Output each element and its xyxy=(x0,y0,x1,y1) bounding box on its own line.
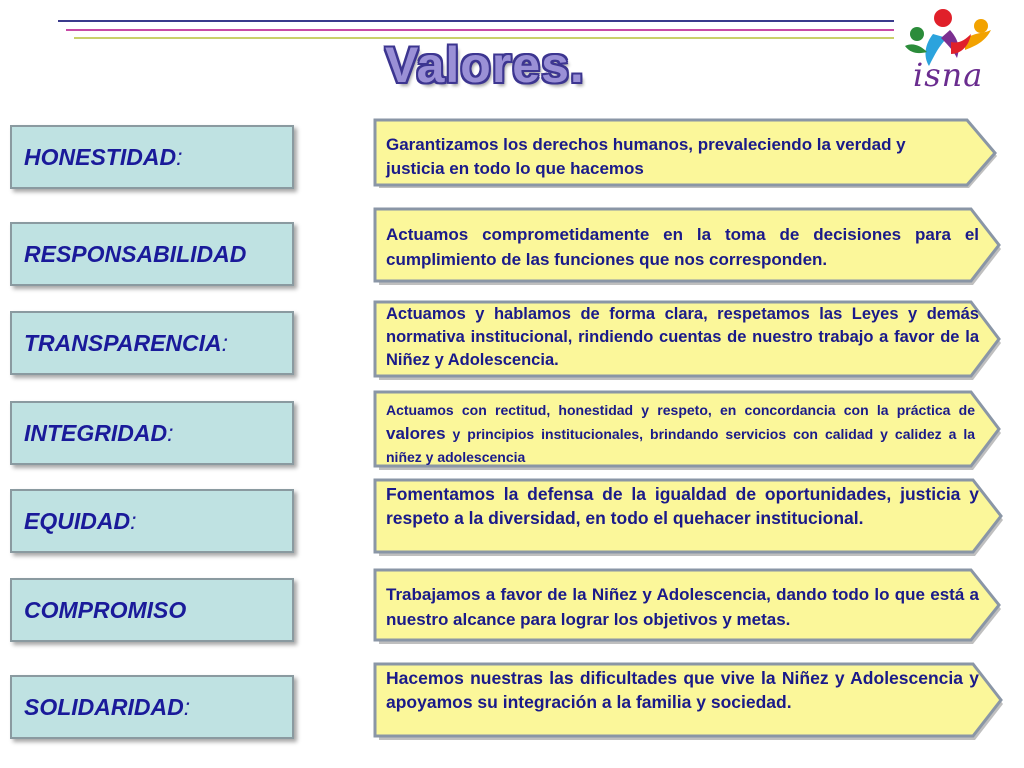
label-colon: : xyxy=(183,693,191,720)
page-title: Valores. xyxy=(385,37,585,93)
desc-equidad: Fomentamos la defensa de la igualdad de oportunidades, justicia y respeto a la diversidad, en todo el quehacer institucional. xyxy=(386,484,979,528)
desc-honestidad: Garantizamos los derechos humanos, prevaleciendo la verdad y justicia en todo lo que hacemos xyxy=(386,135,906,178)
desc-responsabilidad: Actuamos comprometidamente en la toma de decisiones para el cumplimiento de las funciones que nos corresponden. xyxy=(386,225,979,269)
arrow-integridad xyxy=(373,390,1005,470)
desc-solidaridad: Hacemos nuestras las dificultades que vive la Niñez y Adolescencia y apoyamos su integración a la familia y sociedad. xyxy=(386,668,979,712)
label-text: TRANSPARENCIA xyxy=(24,329,222,356)
label-colon: : xyxy=(176,143,183,170)
label-text: EQUIDAD xyxy=(24,507,131,534)
arrow-transparencia xyxy=(373,300,1005,380)
desc-integridad-pre: Actuamos con rectitud, honestidad y respeto, en concordancia con la práctica de xyxy=(386,402,975,418)
logo-text: isna xyxy=(913,56,984,94)
label-text: RESPONSABILIDAD xyxy=(24,240,247,267)
desc-integridad-highlight: valores xyxy=(386,424,446,443)
label-integridad xyxy=(10,401,294,465)
label-transparencia xyxy=(10,311,294,375)
label-colon: : xyxy=(221,329,229,356)
label-text: INTEGRIDAD xyxy=(24,419,168,446)
label-text: COMPROMISO xyxy=(24,596,187,623)
arrow-equidad xyxy=(373,478,1005,556)
label-colon: : xyxy=(167,419,174,446)
label-equidad xyxy=(10,489,294,553)
arrow-compromiso xyxy=(373,568,1005,644)
desc-integridad-post: y principios institucionales, brindando servicios con calidad y calidez a la niñez y adolescencia xyxy=(386,426,975,465)
desc-compromiso: Trabajamos a favor de la Niñez y Adolescencia, dando todo lo que está a nuestro alcance para lograr los objetivos y metas. xyxy=(386,585,979,629)
arrow-solidaridad xyxy=(373,662,1005,740)
label-text: HONESTIDAD xyxy=(24,143,177,170)
label-text: SOLIDARIDAD xyxy=(24,693,184,720)
desc-transparencia: Actuamos y hablamos de forma clara, respetamos las Leyes y demás normativa institucional, rindiendo cuentas de nuestro trabajo a favor de la Niñez y Adolescencia. xyxy=(386,305,979,369)
header-line-top xyxy=(58,20,894,22)
arrow-honestidad xyxy=(373,118,1005,188)
header-line-middle xyxy=(66,29,894,31)
label-honestidad xyxy=(10,125,294,189)
arrow-responsabilidad xyxy=(373,207,1005,285)
desc-integridad xyxy=(386,399,975,469)
label-colon: : xyxy=(130,507,137,534)
label-responsabilidad xyxy=(10,222,294,286)
label-compromiso xyxy=(10,578,294,642)
label-solidaridad xyxy=(10,675,294,739)
